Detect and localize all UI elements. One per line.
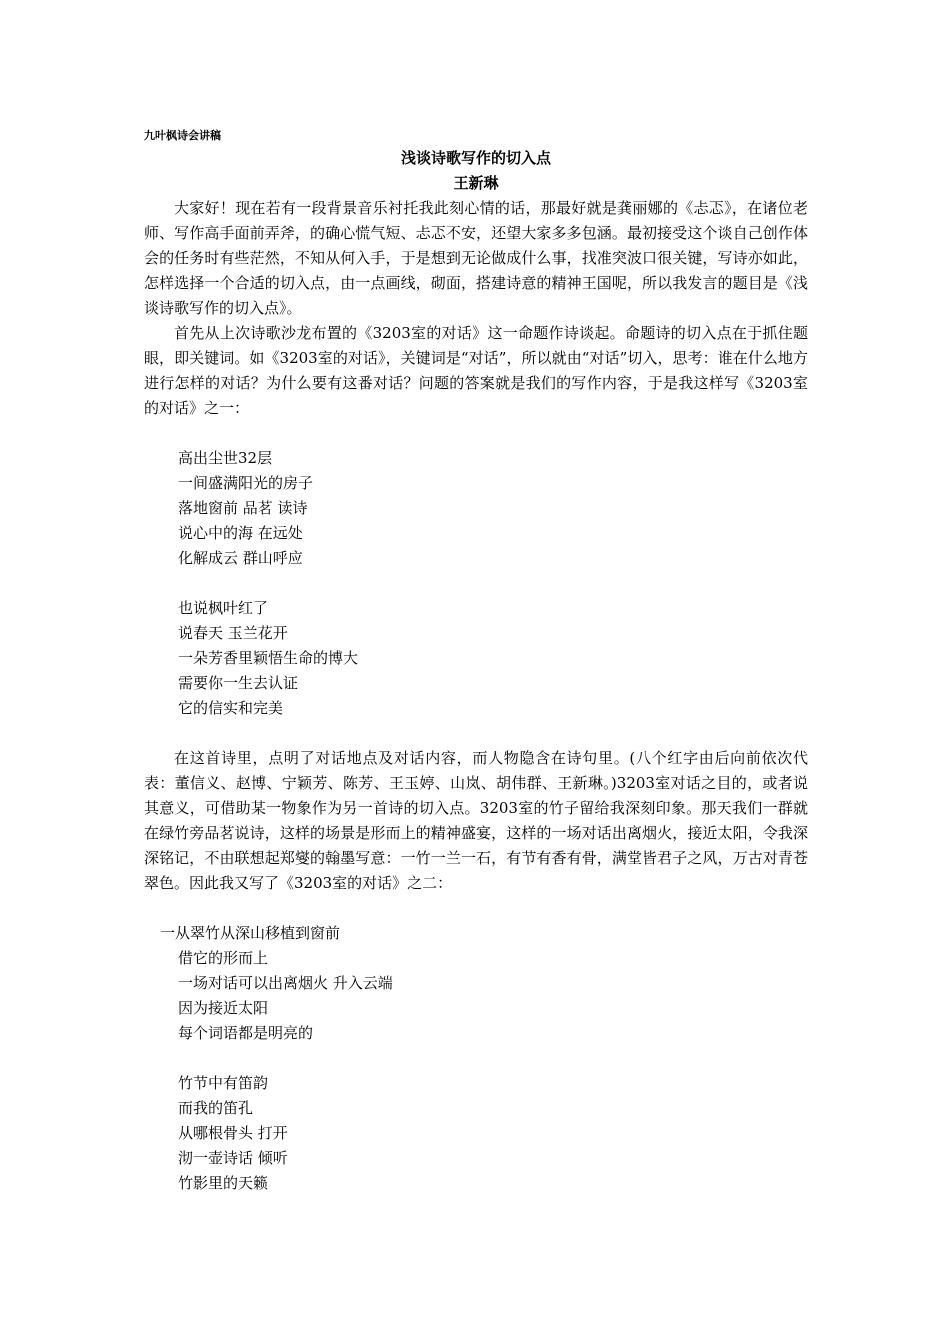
spacer	[144, 1046, 808, 1071]
poem-line: 因为接近太阳	[178, 999, 269, 1017]
paragraph-analysis: 在这首诗里，点明了对话地点及对话内容，而人物隐含在诗句里。(八个红字由后向前依次代表：董信义、赵博、宁颖芳、陈芳、王玉婷、山岚、胡伟群、王新琳。)3203室对话之目的，或者说其意义，可借助某一物象作为另一首诗的切入点。3203室的竹子留给我深刻印象。那天我们一群就在绿竹旁品茗说诗，这样的场景是形而上的精神盛宴，这样的一场对话出离烟火，接近太阳，令我深深铭记，不由联想起郑燮的翰墨写意：一竹一兰一石，有节有香有骨，满堂皆君子之风，万古对青苍翠色。因此我又写了《3203室的对话》之二：	[144, 749, 808, 892]
spacer	[144, 571, 808, 596]
author-name: 王新琳	[453, 174, 499, 192]
poem-line: 沏一壶诗话 倾听	[178, 1149, 288, 1167]
poem-line: 而我的笛孔	[178, 1099, 254, 1117]
poem-line: 说心中的海 在远处	[178, 524, 303, 542]
spacer	[144, 421, 808, 446]
poem-line: 一场对话可以出离烟火 升入云端	[178, 974, 393, 992]
poem-line: 借它的形而上	[178, 949, 269, 967]
spacer	[144, 721, 808, 746]
poem-line: 高出尘世32层	[178, 449, 273, 467]
poem-line: 需要你一生去认证	[178, 674, 299, 692]
poem-line: 竹节中有笛韵	[178, 1074, 269, 1092]
header-note: 九叶枫诗会讲稿	[144, 129, 221, 142]
poem-line: 竹影里的天籁	[178, 1174, 269, 1192]
poem-two-stanza-one	[144, 921, 808, 1046]
poem-line: 它的信实和完美	[178, 699, 284, 717]
poem-line: 一朵芳香里颖悟生命的博大	[178, 649, 359, 667]
document-page	[144, 126, 808, 1196]
spacer	[144, 896, 808, 921]
poem-line: 一从翠竹从深山移植到窗前	[160, 924, 341, 942]
poem-two-stanza-two	[144, 1071, 808, 1196]
document-title: 浅谈诗歌写作的切入点	[400, 149, 551, 167]
poem-line: 一间盛满阳光的房子	[178, 474, 314, 492]
poem-line: 化解成云 群山呼应	[178, 549, 303, 567]
poem-one-stanza-one	[144, 446, 808, 571]
poem-line: 也说枫叶红了	[178, 599, 269, 617]
poem-line: 每个词语都是明亮的	[178, 1024, 314, 1042]
poem-one-stanza-two	[144, 596, 808, 721]
poem-line: 从哪根骨头 打开	[178, 1124, 288, 1142]
poem-line: 说春天 玉兰花开	[178, 624, 288, 642]
paragraph-topic: 首先从上次诗歌沙龙布置的《3203室的对话》这一命题作诗谈起。命题诗的切入点在于抓住题眼，即关键词。如《3203室的对话》，关键词是“对话”，所以就由“对话”切入，思考：谁在什么地方进行怎样的对话？为什么要有这番对话？问题的答案就是我们的写作内容，于是我这样写《3203室的对话》之一：	[144, 324, 808, 417]
poem-line: 落地窗前 品茗 读诗	[178, 499, 308, 517]
paragraph-intro: 大家好！现在若有一段背景音乐衬托我此刻心情的话，那最好就是龚丽娜的《忐忑》，在诸位老师、写作高手面前弄斧，的确心慌气短、忐忑不安，还望大家多多包涵。最初接受这个谈自己创作体会的任务时有些茫然，不知从何入手，于是想到无论做成什么事，找准突波口很关键，写诗亦如此，怎样选择一个合适的切入点，由一点画线，砌面，搭建诗意的精神王国呢，所以我发言的题目是《浅谈诗歌写作的切入点》。	[144, 199, 808, 317]
